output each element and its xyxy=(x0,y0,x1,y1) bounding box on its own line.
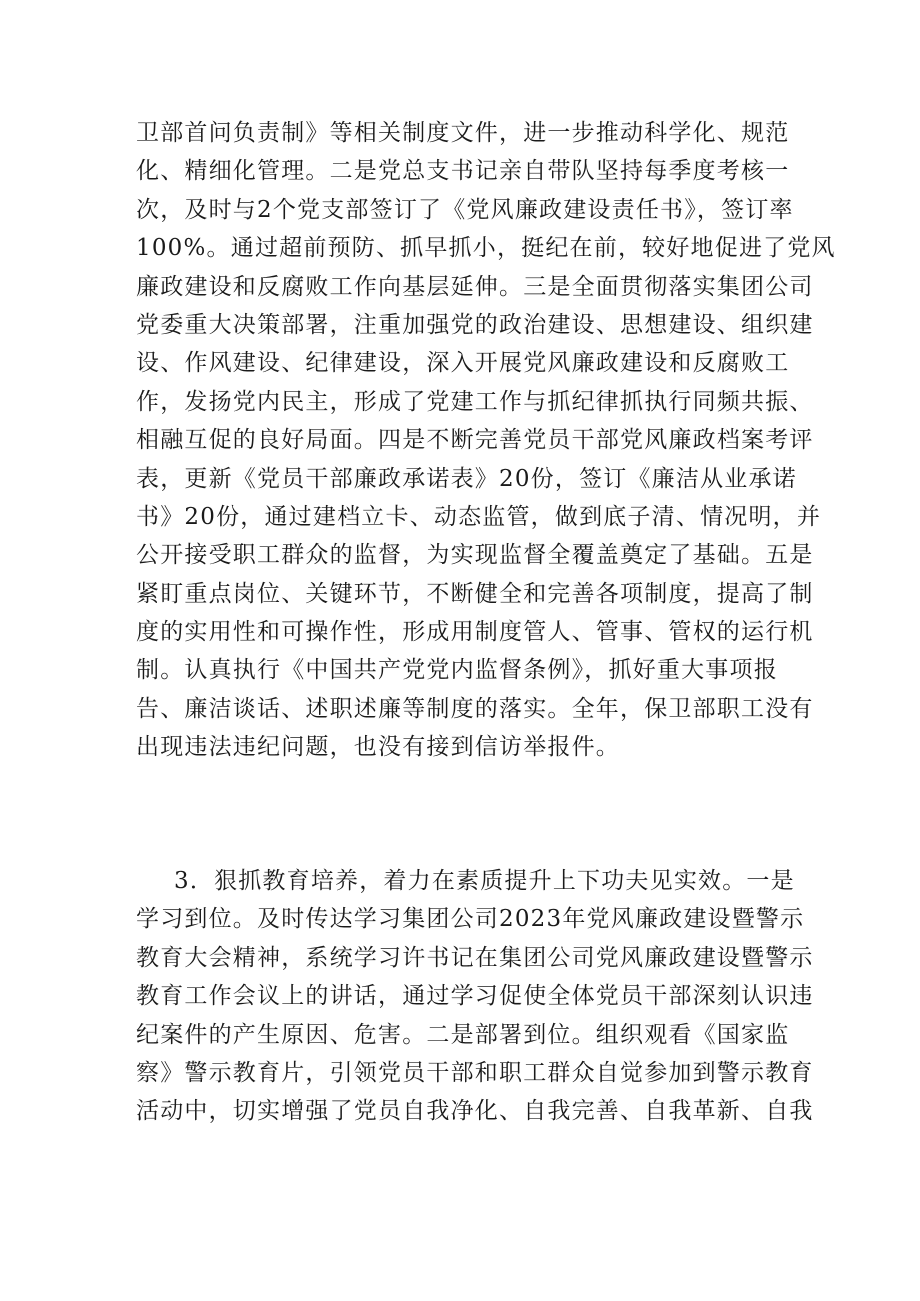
text-line: 教育大会精神，系统学习许书记在集团公司党风廉政建设暨警示 xyxy=(136,944,814,971)
text-line: 相融互促的良好局面。四是不断完善党员干部党风廉政档案考评 xyxy=(136,427,814,454)
text-line: 设、作风建设、纪律建设，深入开展党风廉政建设和反腐败工 xyxy=(136,350,790,377)
text-line: 告、廉洁谈话、述职述廉等制度的落实。全年，保卫部职工没有 xyxy=(136,695,814,722)
text-line: 表，更新《党员干部廉政承诺表》20份，签订《廉洁从业承诺 xyxy=(136,465,797,492)
text-line: 化、精细化管理。二是党总支书记亲自带队坚持每季度考核一 xyxy=(136,158,790,185)
paragraph-2 xyxy=(136,862,814,1131)
text-line: 察》警示教育片，引领党员干部和职工群众自觉参加到警示教育 xyxy=(136,1059,814,1086)
text-line: 制。认真执行《中国共产党党内监督条例》，抓好重大事项报 xyxy=(136,657,778,684)
paragraph-1 xyxy=(136,114,836,767)
text-line: 次，及时与2个党支部签订了《党风廉政建设责任书》，签订率 xyxy=(136,196,794,223)
section-heading-line: 3．狠抓教育培养，着力在素质提升上下功夫见实效。一是 xyxy=(174,868,795,894)
text-line: 学习到位。及时传达学习集团公司2023年党风廉政建设暨警示 xyxy=(136,906,805,933)
text-line: 出现违法违纪问题，也没有接到信访举报件。 xyxy=(136,734,620,761)
text-line: 度的实用性和可操作性，形成用制度管人、管事、管权的运行机 xyxy=(136,619,814,646)
text-line: 纪案件的产生原因、危害。二是部署到位。组织观看《国家监 xyxy=(136,1021,790,1048)
text-line: 活动中，切实增强了党员自我净化、自我完善、自我革新、自我 xyxy=(136,1098,814,1125)
text-line: 廉政建设和反腐败工作向基层延伸。三是全面贯彻落实集团公司 xyxy=(136,273,814,300)
text-line: 卫部首问负责制》等相关制度文件，进一步推动科学化、规范 xyxy=(136,120,790,146)
text-line: 公开接受职工群众的监督，为实现监督全覆盖奠定了基础。五是 xyxy=(136,542,814,569)
text-line: 书》20份，通过建档立卡、动态监管，做到底子清、情况明，并 xyxy=(136,503,822,530)
text-line: 作，发扬党内民主，形成了党建工作与抓纪律抓执行同频共振、 xyxy=(136,388,814,415)
text-line: 教育工作会议上的讲话，通过学习促使全体党员干部深刻认识违 xyxy=(136,983,814,1010)
text-line: 100%。通过超前预防、抓早抓小，挺纪在前，较好地促进了党风 xyxy=(136,235,836,262)
text-line: 紧盯重点岗位、关键环节，不断健全和完善各项制度，提高了制 xyxy=(136,580,814,607)
text-line: 党委重大决策部署，注重加强党的政治建设、思想建设、组织建 xyxy=(136,311,814,338)
